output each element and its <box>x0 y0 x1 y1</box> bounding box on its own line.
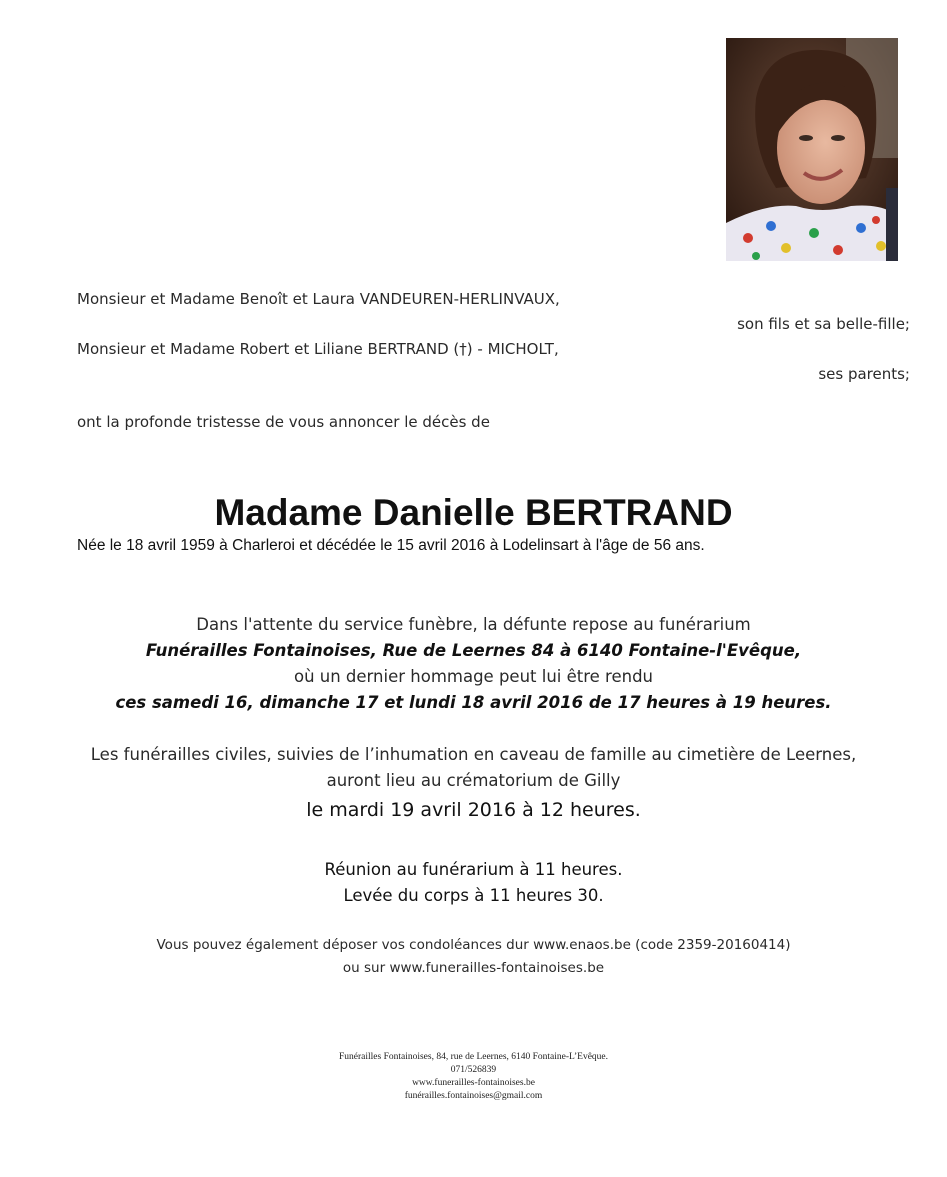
family-line-parents: Monsieur et Madame Robert et Liliane BERTRAND (†) - MICHOLT, <box>77 340 559 358</box>
condolences-website: ou sur www.funerailles-fontainoises.be <box>342 960 605 976</box>
footer-address: Funérailles Fontainoises, 84, rue de Leernes, 6140 Fontaine-L’Evêque. <box>338 1052 608 1062</box>
family-relation-son: son fils et sa belle-fille; <box>737 315 910 333</box>
meeting-time: Réunion au funérarium à 11 heures. <box>324 860 623 879</box>
deceased-name: Madame Danielle BERTRAND <box>214 492 733 533</box>
family-line-son: Monsieur et Madame Benoît et Laura VANDEUREN-HERLINVAUX, <box>77 290 560 308</box>
footer-email[interactable]: funérailles.fontainoises@gmail.com <box>404 1091 543 1101</box>
birth-death-info: Née le 18 avril 1959 à Charleroi et décédée le 15 avril 2016 à Lodelinsart à l'âge de 56 ans. <box>77 537 705 554</box>
viewing-tribute: où un dernier hommage peut lui être rendu <box>293 667 654 686</box>
funeral-description: Les funérailles civiles, suivies de l’inhumation en caveau de famille au cimetière de Leernes, <box>90 745 857 764</box>
viewing-dates: ces samedi 16, dimanche 17 et lundi 18 avril 2016 de 17 heures à 19 heures. <box>115 693 832 712</box>
condolences-enaos: Vous pouvez également déposer vos condoléances dur www.enaos.be (code 2359-20160414) <box>156 937 791 953</box>
viewing-intro: Dans l'attente du service funèbre, la défunte repose au funérarium <box>196 615 751 634</box>
family-relation-parents: ses parents; <box>818 365 910 383</box>
funeral-location: auront lieu au crématorium de Gilly <box>326 771 621 790</box>
viewing-place: Funérailles Fontainoises, Rue de Leernes 84 à 6140 Fontaine-l'Evêque, <box>145 641 802 660</box>
portrait-photo <box>726 38 898 261</box>
portrait-image <box>726 38 898 261</box>
funeral-date: le mardi 19 avril 2016 à 12 heures. <box>306 799 641 821</box>
body-removal-time: Levée du corps à 11 heures 30. <box>343 886 604 905</box>
footer-website[interactable]: www.funerailles-fontainoises.be <box>412 1078 535 1088</box>
announcement-text: ont la profonde tristesse de vous annoncer le décès de <box>77 413 490 431</box>
footer-phone: 071/526839 <box>450 1065 497 1075</box>
